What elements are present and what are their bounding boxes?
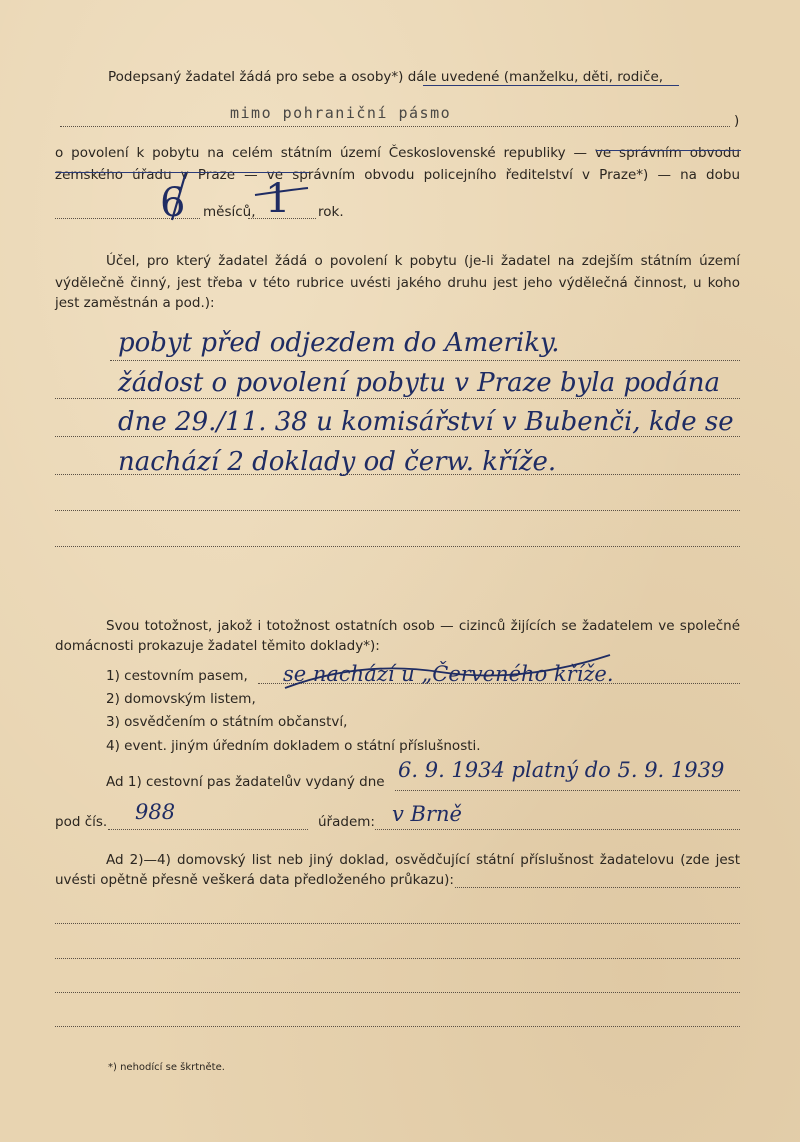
pen-curve-mark	[285, 655, 610, 688]
years-value: 1	[265, 176, 291, 222]
pod-cis-value: 988	[135, 800, 176, 824]
doc-item-3: 3) osvědčením o státním občanství,	[106, 714, 348, 730]
ad2-line-2: uvésti opětně přesně veškerá data předloženého průkazu):	[55, 872, 454, 888]
uradem-label: úřadem:	[318, 814, 375, 830]
doc-item-1-handwritten: se nachází u „Červeného kříže.	[283, 662, 614, 686]
purpose-handwritten-4: nachází 2 doklady od čerw. kříže.	[118, 447, 557, 477]
pen-years-stroke	[255, 188, 308, 195]
intro-line-1: Podepsaný žadatel žádá pro sebe a osoby*) dále uvedené (manželku, děti, rodiče,	[108, 69, 664, 85]
purpose-line-1: Účel, pro který žadatel žádá o povolení k pobytu (je-li žadatel na zdejším státním území	[106, 253, 740, 269]
typed-place: mimo pohraniční pásmo	[230, 104, 452, 122]
ad1-label: Ad 1) cestovní pas žadatelův vydaný dne	[106, 774, 385, 790]
purpose-handwritten-3: dne 29./11. 38 u komisářství v Bubenči, kde se	[118, 407, 734, 437]
ad1-value: 6. 9. 1934 platný do 5. 9. 1939	[398, 758, 725, 782]
uradem-value: v Brně	[392, 802, 462, 826]
years-label: rok.	[318, 204, 344, 220]
doc-item-1: 1) cestovním pasem,	[106, 668, 248, 684]
footnote: *) nehodící se škrtněte.	[108, 1062, 225, 1073]
doc-item-4: 4) event. jiným úředním dokladem o státní příslušnosti.	[106, 738, 481, 754]
identity-line-2: domácnosti prokazuje žadatel těmito doklady*):	[55, 638, 380, 654]
identity-line-1: Svou totožnost, jakož i totožnost ostatních osob — cizinců žijících se žadatelem ve společné	[106, 618, 740, 634]
months-label: měsíců,	[203, 204, 256, 220]
purpose-line-2: výdělečně činný, jest třeba v této rubrice uvésti jakého druhu jest jeho výdělečná činnost, u koho	[55, 275, 740, 291]
ad2-line-1: Ad 2)—4) domovský list neb jiný doklad, osvědčující státní příslušnost žadatelovu (zde jest	[106, 852, 740, 868]
months-value: 6	[160, 180, 186, 226]
doc-item-2: 2) domovským listem,	[106, 691, 256, 707]
purpose-handwritten-2: žádost o povolení pobytu v Praze byla podána	[118, 368, 721, 398]
purpose-line-3: jest zaměstnán a pod.):	[55, 295, 215, 311]
intro-line-3: o povolení k pobytu na celém státním území Československé republiky — ve správním obvodu	[55, 145, 740, 161]
pen-slash-mark	[172, 172, 186, 220]
paren-close: )	[734, 113, 740, 129]
pod-cis-label: pod čís.	[55, 814, 108, 830]
purpose-handwritten-1: pobyt před odjezdem do Ameriky.	[118, 328, 560, 358]
intro-line-4: zemského úřadu v Praze — ve správním obvodu policejního ředitelství v Praze*) — na dobu	[55, 167, 740, 183]
